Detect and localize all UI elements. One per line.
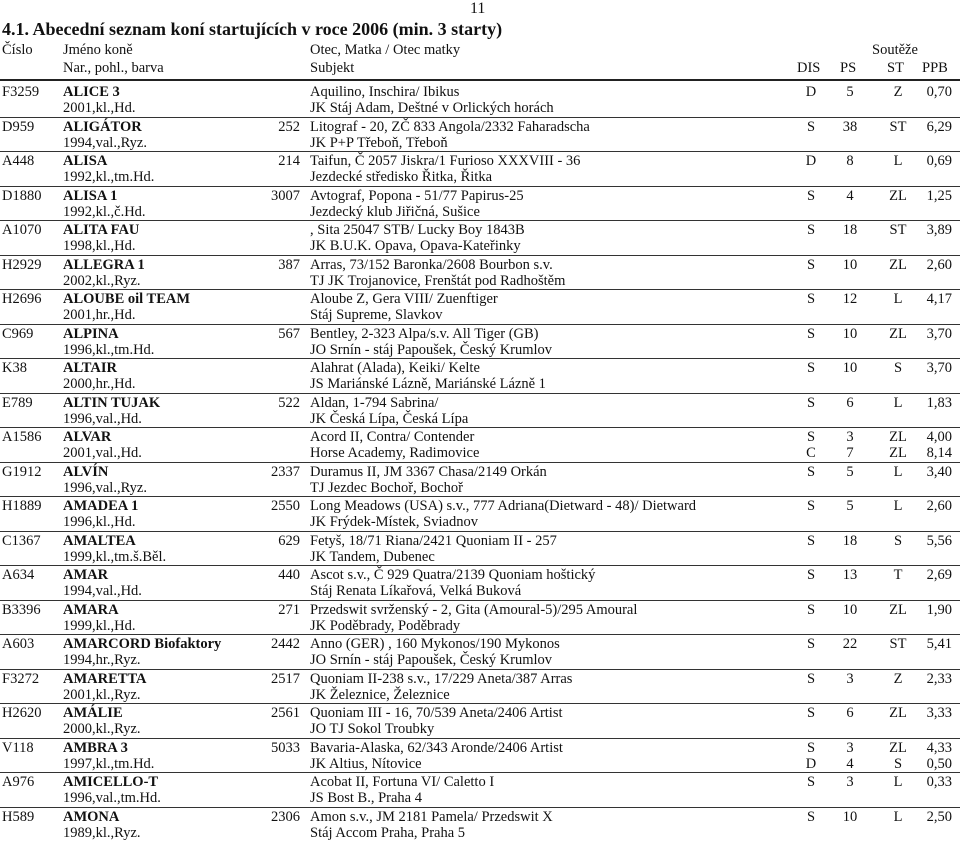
horse-pedigree: Quoniam III - 16, 70/539 Aneta/2406 Artist: [310, 705, 563, 721]
horse-row: [0, 600, 960, 635]
horse-row: [0, 738, 960, 773]
result-dis: D: [801, 153, 821, 169]
result-dis: S: [801, 429, 821, 445]
result-ps: 18: [838, 222, 862, 238]
horse-owner: JK B.U.K. Opava, Opava-Kateřinky: [310, 238, 521, 254]
result-dis: S: [801, 395, 821, 411]
result-st: S: [883, 756, 913, 772]
horse-pedigree: Avtograf, Popona - 51/77 Papirus-25: [310, 188, 524, 204]
result-ppb: 4,00: [927, 429, 952, 445]
horse-owner: Horse Academy, Radimovice: [310, 445, 479, 461]
horse-row: [0, 324, 960, 359]
horse-id: D1880: [2, 188, 41, 204]
horse-row: [0, 82, 960, 117]
horse-pedigree: Ascot s.v., Č 929 Quatra/2139 Quoniam hoštický: [310, 567, 595, 583]
horse-id: K38: [2, 360, 27, 376]
horse-name: ALISA 1: [63, 188, 117, 204]
result-ps: 38: [838, 119, 862, 135]
horse-number: 2337: [271, 464, 300, 480]
horse-name: ALICE 3: [63, 84, 120, 100]
result-ps: 5: [838, 464, 862, 480]
result-st: ZL: [883, 740, 913, 756]
result-ppb: 6,29: [927, 119, 952, 135]
horse-id: A603: [2, 636, 34, 652]
header-ppb: PPB: [922, 60, 948, 77]
horse-birth-sex-color: 1994,val.,Ryz.: [63, 135, 147, 151]
horse-id: H2929: [2, 257, 41, 273]
page-number: 11: [470, 0, 485, 18]
result-dis: S: [801, 291, 821, 307]
result-ps: 3: [838, 671, 862, 687]
result-st: ZL: [883, 705, 913, 721]
result-ps: 10: [838, 602, 862, 618]
horse-name: AMARCORD Biofaktory: [63, 636, 221, 652]
horse-owner: JK Poděbrady, Poděbrady: [310, 618, 460, 634]
result-ppb: 3,70: [927, 326, 952, 342]
horse-id: F3272: [2, 671, 39, 687]
horse-name: AMARETTA: [63, 671, 147, 687]
horse-pedigree: Alahrat (Alada), Keiki/ Kelte: [310, 360, 480, 376]
result-ps: 4: [838, 756, 862, 772]
horse-row: [0, 634, 960, 669]
result-dis: S: [801, 533, 821, 549]
result-ppb: 2,60: [927, 498, 952, 514]
result-st: ZL: [883, 429, 913, 445]
horse-owner: Stáj Accom Praha, Praha 5: [310, 825, 465, 841]
horse-owner: JK Stáj Adam, Deštné v Orlických horách: [310, 100, 554, 116]
result-st: ST: [883, 636, 913, 652]
horse-name: AMAR: [63, 567, 108, 583]
horse-birth-sex-color: 1994,val.,Hd.: [63, 583, 142, 599]
result-dis: S: [801, 602, 821, 618]
horse-owner: JS Mariánské Lázně, Mariánské Lázně 1: [310, 376, 546, 392]
horse-owner: TJ Jezdec Bochoř, Bochoř: [310, 480, 463, 496]
horse-birth-sex-color: 2001,val.,Hd.: [63, 445, 142, 461]
horse-name: ALTIN TUJAK: [63, 395, 160, 411]
horse-name: AMBRA 3: [63, 740, 128, 756]
horse-number: 522: [278, 395, 300, 411]
horse-birth-sex-color: 1996,val.,tm.Hd.: [63, 790, 161, 806]
horse-pedigree: Aloube Z, Gera VIII/ Zuenftiger: [310, 291, 498, 307]
horse-row: [0, 220, 960, 255]
result-st: L: [883, 498, 913, 514]
header-id: Číslo: [2, 42, 33, 59]
result-ppb: 0,50: [927, 756, 952, 772]
horse-row: [0, 117, 960, 152]
horse-birth-sex-color: 1999,kl.,tm.š.Běl.: [63, 549, 166, 565]
result-ps: 10: [838, 326, 862, 342]
horse-id: D959: [2, 119, 34, 135]
horse-name: AMADEA 1: [63, 498, 138, 514]
result-ps: 4: [838, 188, 862, 204]
horse-row: [0, 289, 960, 324]
horse-birth-sex-color: 1996,val.,Ryz.: [63, 480, 147, 496]
horse-owner: TJ JK Trojanovice, Frenštát pod Radhoštěm: [310, 273, 565, 289]
horse-birth-sex-color: 1998,kl.,Hd.: [63, 238, 136, 254]
horse-number: 5033: [271, 740, 300, 756]
result-dis: S: [801, 464, 821, 480]
horse-number: 252: [278, 119, 300, 135]
result-ps: 3: [838, 429, 862, 445]
horse-name: ALPINA: [63, 326, 119, 342]
horse-row: [0, 186, 960, 221]
horse-name: ALISA: [63, 153, 107, 169]
horse-name: ALOUBE oil TEAM: [63, 291, 190, 307]
horse-owner: JK Frýdek-Místek, Sviadnov: [310, 514, 478, 530]
horse-pedigree: Fetyš, 18/71 Riana/2421 Quoniam II - 257: [310, 533, 557, 549]
horse-number: 3007: [271, 188, 300, 204]
result-ppb: 0,69: [927, 153, 952, 169]
horse-pedigree: Acobat II, Fortuna VI/ Caletto I: [310, 774, 494, 790]
horse-pedigree: Anno (GER) , 160 Mykonos/190 Mykonos: [310, 636, 560, 652]
horse-birth-sex-color: 2001,kl.,Hd.: [63, 100, 136, 116]
result-st: L: [883, 774, 913, 790]
horse-row: [0, 427, 960, 462]
horse-name: ALTAIR: [63, 360, 117, 376]
horse-birth-sex-color: 1996,kl.,Hd.: [63, 514, 136, 530]
horse-id: A976: [2, 774, 34, 790]
result-dis: S: [801, 774, 821, 790]
horse-id: A1070: [2, 222, 41, 238]
horse-name: AMICELLO-T: [63, 774, 158, 790]
horse-owner: JO Srnín - stáj Papoušek, Český Krumlov: [310, 652, 552, 668]
horse-owner: JK Altius, Nítovice: [310, 756, 422, 772]
horse-id: C969: [2, 326, 33, 342]
result-dis: S: [801, 257, 821, 273]
horse-birth-sex-color: 2002,kl.,Ryz.: [63, 273, 141, 289]
horse-birth-sex-color: 2000,kl.,Ryz.: [63, 721, 141, 737]
result-ppb: 0,33: [927, 774, 952, 790]
horse-pedigree: Litograf - 20, ZČ 833 Angola/2332 Faharadscha: [310, 119, 590, 135]
result-ps: 8: [838, 153, 862, 169]
horse-number: 2517: [271, 671, 300, 687]
result-dis: S: [801, 705, 821, 721]
result-ppb: 5,41: [927, 636, 952, 652]
horse-owner: JK Tandem, Dubenec: [310, 549, 435, 565]
result-ps: 12: [838, 291, 862, 307]
horse-owner: JK P+P Třeboň, Třeboň: [310, 135, 448, 151]
result-ppb: 5,56: [927, 533, 952, 549]
horse-row: [0, 358, 960, 393]
horse-birth-sex-color: 1997,kl.,tm.Hd.: [63, 756, 154, 772]
horse-pedigree: Quoniam II-238 s.v., 17/229 Aneta/387 Arras: [310, 671, 572, 687]
horse-pedigree: Bavaria-Alaska, 62/343 Aronde/2406 Artist: [310, 740, 563, 756]
horse-id: G1912: [2, 464, 41, 480]
result-ps: 10: [838, 809, 862, 825]
result-ppb: 2,69: [927, 567, 952, 583]
result-ps: 7: [838, 445, 862, 461]
horse-number: 387: [278, 257, 300, 273]
result-st: ZL: [883, 257, 913, 273]
result-ps: 3: [838, 740, 862, 756]
result-ps: 13: [838, 567, 862, 583]
result-ppb: 8,14: [927, 445, 952, 461]
result-st: ZL: [883, 445, 913, 461]
result-ps: 6: [838, 395, 862, 411]
header-st: ST: [887, 60, 904, 77]
horse-birth-sex-color: 1999,kl.,Hd.: [63, 618, 136, 634]
horse-id: H589: [2, 809, 34, 825]
result-st: S: [883, 533, 913, 549]
result-dis: S: [801, 567, 821, 583]
horse-name: ALVÍN: [63, 464, 108, 480]
horse-id: H2696: [2, 291, 41, 307]
horse-row: [0, 151, 960, 186]
result-st: L: [883, 464, 913, 480]
horse-owner: JO TJ Sokol Troubky: [310, 721, 434, 737]
result-st: L: [883, 291, 913, 307]
horse-birth-sex-color: 1996,kl.,tm.Hd.: [63, 342, 154, 358]
horse-birth-sex-color: 1994,hr.,Ryz.: [63, 652, 141, 668]
horse-name: AMALTEA: [63, 533, 136, 549]
result-st: T: [883, 567, 913, 583]
result-ps: 18: [838, 533, 862, 549]
result-ppb: 4,17: [927, 291, 952, 307]
result-ppb: 2,60: [927, 257, 952, 273]
horse-id: F3259: [2, 84, 39, 100]
horse-row: [0, 496, 960, 531]
result-dis: S: [801, 326, 821, 342]
header-owner: Subjekt: [310, 60, 354, 77]
result-ppb: 1,90: [927, 602, 952, 618]
horse-birth-sex-color: 1992,kl.,tm.Hd.: [63, 169, 154, 185]
horse-list: [0, 82, 960, 841]
header-dis: DIS: [797, 60, 820, 77]
horse-name: ALVAR: [63, 429, 111, 445]
horse-number: 271: [278, 602, 300, 618]
result-ppb: 0,70: [927, 84, 952, 100]
header-divider: [0, 79, 960, 81]
horse-pedigree: Amon s.v., JM 2181 Pamela/ Przedswit X: [310, 809, 553, 825]
result-ppb: 2,33: [927, 671, 952, 687]
result-st: L: [883, 153, 913, 169]
horse-number: 2550: [271, 498, 300, 514]
horse-owner: Stáj Supreme, Slavkov: [310, 307, 443, 323]
result-ppb: 1,83: [927, 395, 952, 411]
header-pedigree: Otec, Matka / Otec matky: [310, 42, 460, 59]
result-ps: 10: [838, 257, 862, 273]
horse-name: ALLEGRA 1: [63, 257, 145, 273]
result-ps: 5: [838, 498, 862, 514]
result-st: Z: [883, 671, 913, 687]
horse-name: ALITA FAU: [63, 222, 139, 238]
horse-owner: Jezdecký klub Jiřičná, Sušice: [310, 204, 480, 220]
horse-row: [0, 255, 960, 290]
result-dis: S: [801, 119, 821, 135]
result-dis: S: [801, 222, 821, 238]
horse-owner: JO Srnín - stáj Papoušek, Český Krumlov: [310, 342, 552, 358]
header-name-sub: Nar., pohl., barva: [63, 60, 164, 77]
horse-pedigree: Acord II, Contra/ Contender: [310, 429, 474, 445]
horse-pedigree: Long Meadows (USA) s.v., 777 Adriana(Dietward - 48)/ Dietward: [310, 498, 696, 514]
result-st: S: [883, 360, 913, 376]
horse-row: [0, 703, 960, 738]
horse-number: 2306: [271, 809, 300, 825]
horse-number: 214: [278, 153, 300, 169]
horse-number: 629: [278, 533, 300, 549]
result-dis: S: [801, 740, 821, 756]
horse-owner: JS Bost B., Praha 4: [310, 790, 422, 806]
horse-number: 440: [278, 567, 300, 583]
horse-id: C1367: [2, 533, 41, 549]
result-dis: S: [801, 671, 821, 687]
header-name: Jméno koně: [63, 42, 133, 59]
result-ppb: 3,70: [927, 360, 952, 376]
horse-row: [0, 807, 960, 841]
result-ps: 3: [838, 774, 862, 790]
result-st: L: [883, 395, 913, 411]
horse-id: A1586: [2, 429, 41, 445]
horse-owner: Jezdecké středisko Řitka, Řitka: [310, 169, 492, 185]
result-ps: 22: [838, 636, 862, 652]
horse-name: ALIGÁTOR: [63, 119, 142, 135]
horse-name: AMÁLIE: [63, 705, 123, 721]
result-dis: S: [801, 360, 821, 376]
result-ppb: 3,40: [927, 464, 952, 480]
result-dis: S: [801, 498, 821, 514]
horse-id: H2620: [2, 705, 41, 721]
horse-pedigree: , Sita 25047 STB/ Lucky Boy 1843B: [310, 222, 525, 238]
result-ppb: 3,33: [927, 705, 952, 721]
result-ppb: 2,50: [927, 809, 952, 825]
horse-row: [0, 669, 960, 704]
horse-pedigree: Aldan, 1-794 Sabrina/: [310, 395, 438, 411]
horse-number: 567: [278, 326, 300, 342]
horse-owner: Stáj Renata Líkařová, Velká Buková: [310, 583, 521, 599]
horse-id: E789: [2, 395, 33, 411]
horse-birth-sex-color: 2001,kl.,Ryz.: [63, 687, 141, 703]
horse-pedigree: Przedswit svrženský - 2, Gita (Amoural-5)/295 Amoural: [310, 602, 637, 618]
horse-birth-sex-color: 1996,val.,Hd.: [63, 411, 142, 427]
horse-owner: JK Česká Lípa, Česká Lípa: [310, 411, 468, 427]
result-st: ZL: [883, 188, 913, 204]
horse-id: A634: [2, 567, 34, 583]
header-competitions: Soutěže: [872, 42, 918, 59]
result-ps: 5: [838, 84, 862, 100]
result-st: Z: [883, 84, 913, 100]
horse-birth-sex-color: 1992,kl.,č.Hd.: [63, 204, 146, 220]
horse-birth-sex-color: 2000,hr.,Hd.: [63, 376, 136, 392]
horse-number: 2561: [271, 705, 300, 721]
horse-name: AMONA: [63, 809, 119, 825]
horse-owner: JK Železnice, Železnice: [310, 687, 450, 703]
horse-pedigree: Taifun, Č 2057 Jiskra/1 Furioso XXXVIII - 36: [310, 153, 580, 169]
horse-id: B3396: [2, 602, 41, 618]
horse-name: AMARA: [63, 602, 119, 618]
header-ps: PS: [840, 60, 856, 77]
result-ppb: 3,89: [927, 222, 952, 238]
result-dis: D: [801, 84, 821, 100]
document-title: 4.1. Abecední seznam koní startujících v roce 2006 (min. 3 starty): [2, 19, 502, 40]
result-ppb: 1,25: [927, 188, 952, 204]
horse-birth-sex-color: 1989,kl.,Ryz.: [63, 825, 141, 841]
horse-pedigree: Bentley, 2-323 Alpa/s.v. All Tiger (GB): [310, 326, 539, 342]
result-ppb: 4,33: [927, 740, 952, 756]
horse-birth-sex-color: 2001,hr.,Hd.: [63, 307, 136, 323]
horse-pedigree: Arras, 73/152 Baronka/2608 Bourbon s.v.: [310, 257, 553, 273]
horse-row: [0, 531, 960, 566]
horse-id: V118: [2, 740, 34, 756]
result-st: ZL: [883, 326, 913, 342]
horse-row: [0, 393, 960, 428]
horse-id: H1889: [2, 498, 41, 514]
result-ps: 6: [838, 705, 862, 721]
horse-id: A448: [2, 153, 34, 169]
result-st: ST: [883, 222, 913, 238]
horse-row: [0, 462, 960, 497]
horse-number: 2442: [271, 636, 300, 652]
result-dis: C: [801, 445, 821, 461]
result-dis: S: [801, 188, 821, 204]
result-ps: 10: [838, 360, 862, 376]
result-st: ZL: [883, 602, 913, 618]
horse-pedigree: Aquilino, Inschira/ Ibikus: [310, 84, 459, 100]
horse-pedigree: Duramus II, JM 3367 Chasa/2149 Orkán: [310, 464, 547, 480]
result-dis: S: [801, 636, 821, 652]
result-st: ST: [883, 119, 913, 135]
result-dis: D: [801, 756, 821, 772]
result-dis: S: [801, 809, 821, 825]
horse-row: [0, 565, 960, 600]
horse-row: [0, 772, 960, 807]
result-st: L: [883, 809, 913, 825]
